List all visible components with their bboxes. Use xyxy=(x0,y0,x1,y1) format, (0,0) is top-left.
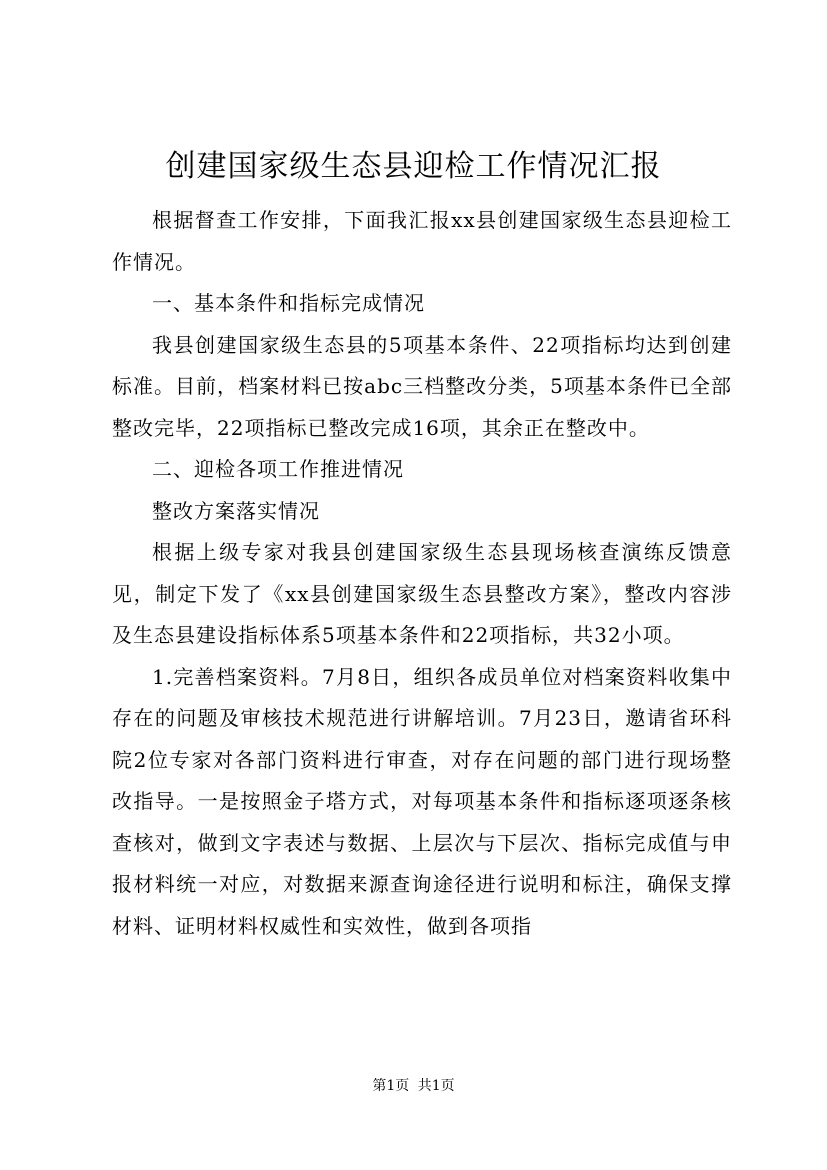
section-heading-2: 二、迎检各项工作推进情况 xyxy=(152,457,404,481)
document-body xyxy=(112,200,732,947)
page-number: 第1页 xyxy=(372,1078,410,1094)
paragraph-intro: 根据督查工作安排，下面我汇报xx县创建国家级生态县迎检工作情况。 xyxy=(112,208,732,274)
document-title: 创建国家级生态县迎检工作情况汇报 xyxy=(165,149,662,184)
subsection-heading: 整改方案落实情况 xyxy=(152,498,320,523)
page-footer xyxy=(0,1076,827,1096)
section-heading-1: 一、基本条件和指标完成情况 xyxy=(152,291,425,315)
page-total: 共1页 xyxy=(417,1078,455,1094)
paragraph-archive-improvement: 1.完善档案资料。7月8日，组织各成员单位对档案资料收集中存在的问题及审核技术规范进行讲解培训。7月23日，邀请省环科院2位专家对各部门资料进行审查，对存在问题的部门进行现场整改指导。一是按照金子塔方式，对每项基本条件和指标逐项逐条核查核对，做到文字表述与数据、上层次与下层次、指标完成值与申报材料统一对应，对数据来源查询途径进行说明和标注，确保支撑材料、证明材料权威性和实效性，做到各项指 xyxy=(112,664,732,938)
paragraph-rectification-plan: 根据上级专家对我县创建国家级生态县现场核查演练反馈意见，制定下发了《xx县创建国家级生态县整改方案》，整改内容涉及生态县建设指标体系5项基本条件和22项指标，共32小项。 xyxy=(112,540,732,647)
paragraph-section-1: 我县创建国家级生态县的5项基本条件、22项指标均达到创建标准。目前，档案材料已按abc三档整改分类，5项基本条件已全部整改完毕，22项指标已整改完成16项，其余正在整改中。 xyxy=(112,332,732,440)
